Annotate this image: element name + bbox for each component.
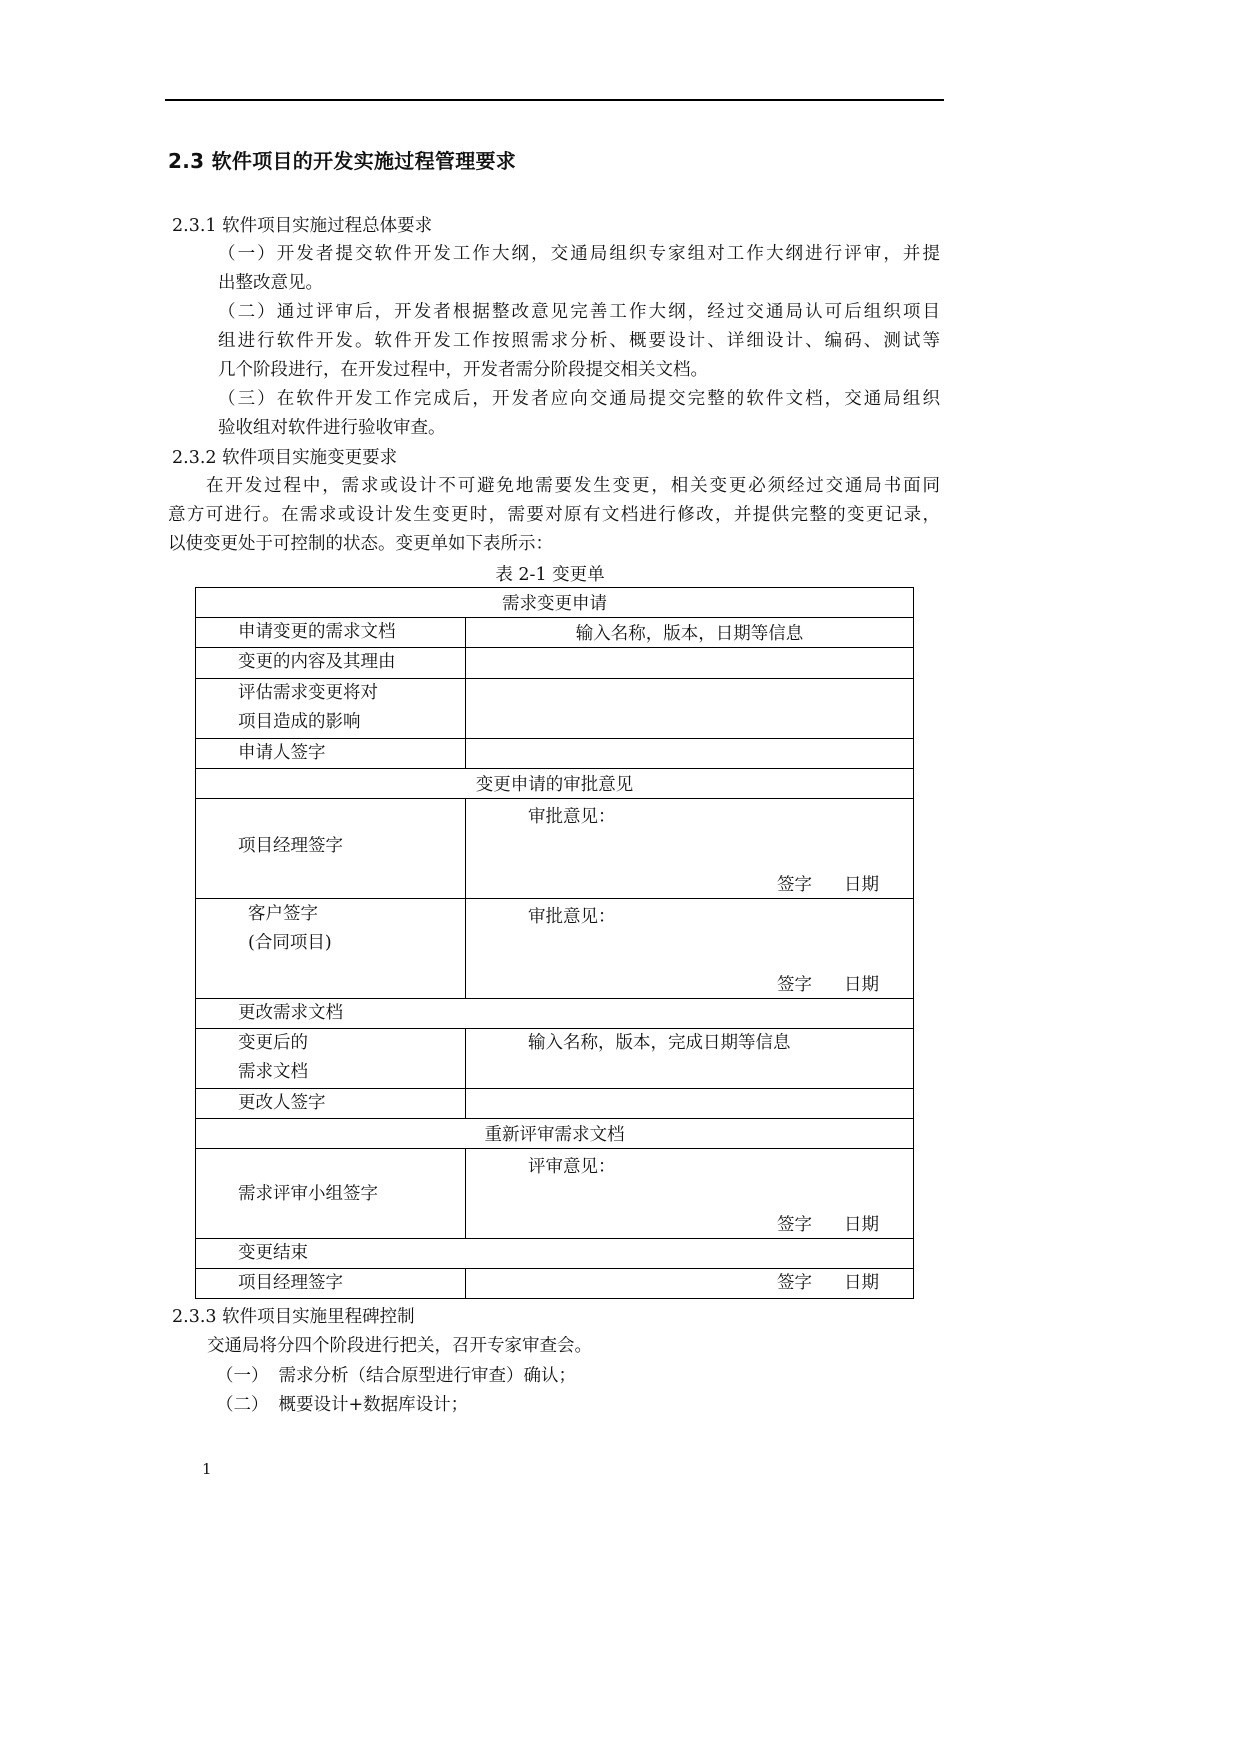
paragraph-line: （三）在软件开发工作完成后，开发者应向交通局提交完整的软件文档，交通局组织 [218,389,940,409]
end-sign-date[interactable] [466,1269,914,1299]
milestone-intro: 交通局将分四个阶段进行把关，召开专家审查会。 [207,1336,592,1356]
sign-label: 签字 [777,1215,812,1235]
sign-label: 签字 [777,975,812,995]
customer-label-line: 客户签字 [248,904,318,924]
review-opinion-label: 评审意见： [528,1157,616,1177]
review-opinion-field[interactable] [466,1149,914,1239]
end-pm-signature-label: 项目经理签字 [196,1269,466,1299]
section-end-header: 变更结束 [196,1239,914,1269]
date-label: 日期 [844,875,879,895]
sign-label: 签字 [777,875,812,895]
milestone-item-number: （一） [216,1366,269,1386]
modified-doc-label-line: 变更后的 [238,1033,308,1053]
subsection-heading-2-3-2: 2.3.2 软件项目实施变更要求 [172,448,398,468]
applicant-signature-field[interactable] [466,739,914,769]
modified-doc-label [196,1029,466,1089]
paragraph-line: 意方可进行。在需求或设计发生变更时，需要对原有文档进行修改，并提供完整的变更记录， [168,505,940,525]
paragraph-line: 出整改意见。 [218,273,323,293]
change-reason-label: 变更的内容及其理由 [196,648,466,679]
impact-label-line: 评估需求变更将对 [238,683,378,703]
requested-doc-value: 输入名称，版本，日期等信息 [466,618,914,648]
milestone-item-text: 概要设计+数据库设计； [278,1395,469,1415]
requested-doc-label: 申请变更的需求文档 [196,618,466,648]
sign-date [777,971,879,996]
table-caption: 表 2-1 变更单 [495,565,605,585]
paragraph-line: （二）通过评审后，开发者根据整改意见完善工作大纲，经过交通局认可后组织项目 [218,302,940,322]
change-request-form [195,587,914,1299]
impact-label [196,679,466,739]
customer-signature-label [196,899,466,999]
paragraph-line: 验收组对软件进行验收审查。 [218,418,446,438]
customer-label-line: (合同项目) [248,933,332,953]
approval-opinion-label: 审批意见： [528,907,616,927]
section-title: 2.3 软件项目的开发实施过程管理要求 [168,149,517,173]
applicant-signature-label: 申请人签字 [196,739,466,769]
section-approval-header: 变更申请的审批意见 [196,769,914,799]
paragraph-line: 几个阶段进行，在开发过程中，开发者需分阶段提交相关文档。 [218,360,708,380]
section-request-header: 需求变更申请 [196,588,914,618]
modifier-signature-label: 更改人签字 [196,1089,466,1119]
milestone-item-text: 需求分析（结合原型进行审查）确认； [278,1366,576,1386]
page-number: 1 [202,1460,212,1478]
milestone-item [216,1391,468,1416]
impact-field[interactable] [466,679,914,739]
sign-date [777,1211,879,1236]
approval-opinion-label: 审批意见： [528,807,616,827]
paragraph-1 [218,240,940,443]
modified-doc-label-line: 需求文档 [238,1062,308,1082]
paragraph-line: 组进行软件开发。软件开发工作按照需求分析、概要设计、详细设计、编码、测试等 [218,331,940,351]
pm-approval-field[interactable] [466,799,914,899]
modified-doc-value: 输入名称，版本，完成日期等信息 [466,1029,914,1089]
customer-approval-field[interactable] [466,899,914,999]
section-review-header: 重新评审需求文档 [196,1119,914,1149]
sign-date [777,871,879,896]
section-modify-header: 更改需求文档 [196,999,914,1029]
date-label: 日期 [844,1273,879,1293]
sign-label: 签字 [777,1273,812,1293]
pm-signature-label: 项目经理签字 [196,799,466,899]
subsection-heading-2-3-1: 2.3.1 软件项目实施过程总体要求 [172,216,433,236]
milestone-item [216,1362,576,1387]
change-reason-field[interactable] [466,648,914,679]
paragraph-line: （一）开发者提交软件开发工作大纲，交通局组织专家组对工作大纲进行评审，并提 [218,244,940,264]
paragraph-line: 以使变更处于可控制的状态。变更单如下表所示： [168,534,553,554]
header-rule [165,99,944,101]
date-label: 日期 [844,975,879,995]
subsection-heading-2-3-3: 2.3.3 软件项目实施里程碑控制 [172,1307,415,1327]
impact-label-line: 项目造成的影响 [238,712,361,732]
paragraph-line: 在开发过程中，需求或设计不可避免地需要发生变更，相关变更必须经过交通局书面同 [206,476,940,496]
milestone-item-number: （二） [216,1395,269,1415]
review-group-signature-label: 需求评审小组签字 [196,1149,466,1239]
modifier-signature-field[interactable] [466,1089,914,1119]
date-label: 日期 [844,1215,879,1235]
change-paragraph [168,472,940,559]
